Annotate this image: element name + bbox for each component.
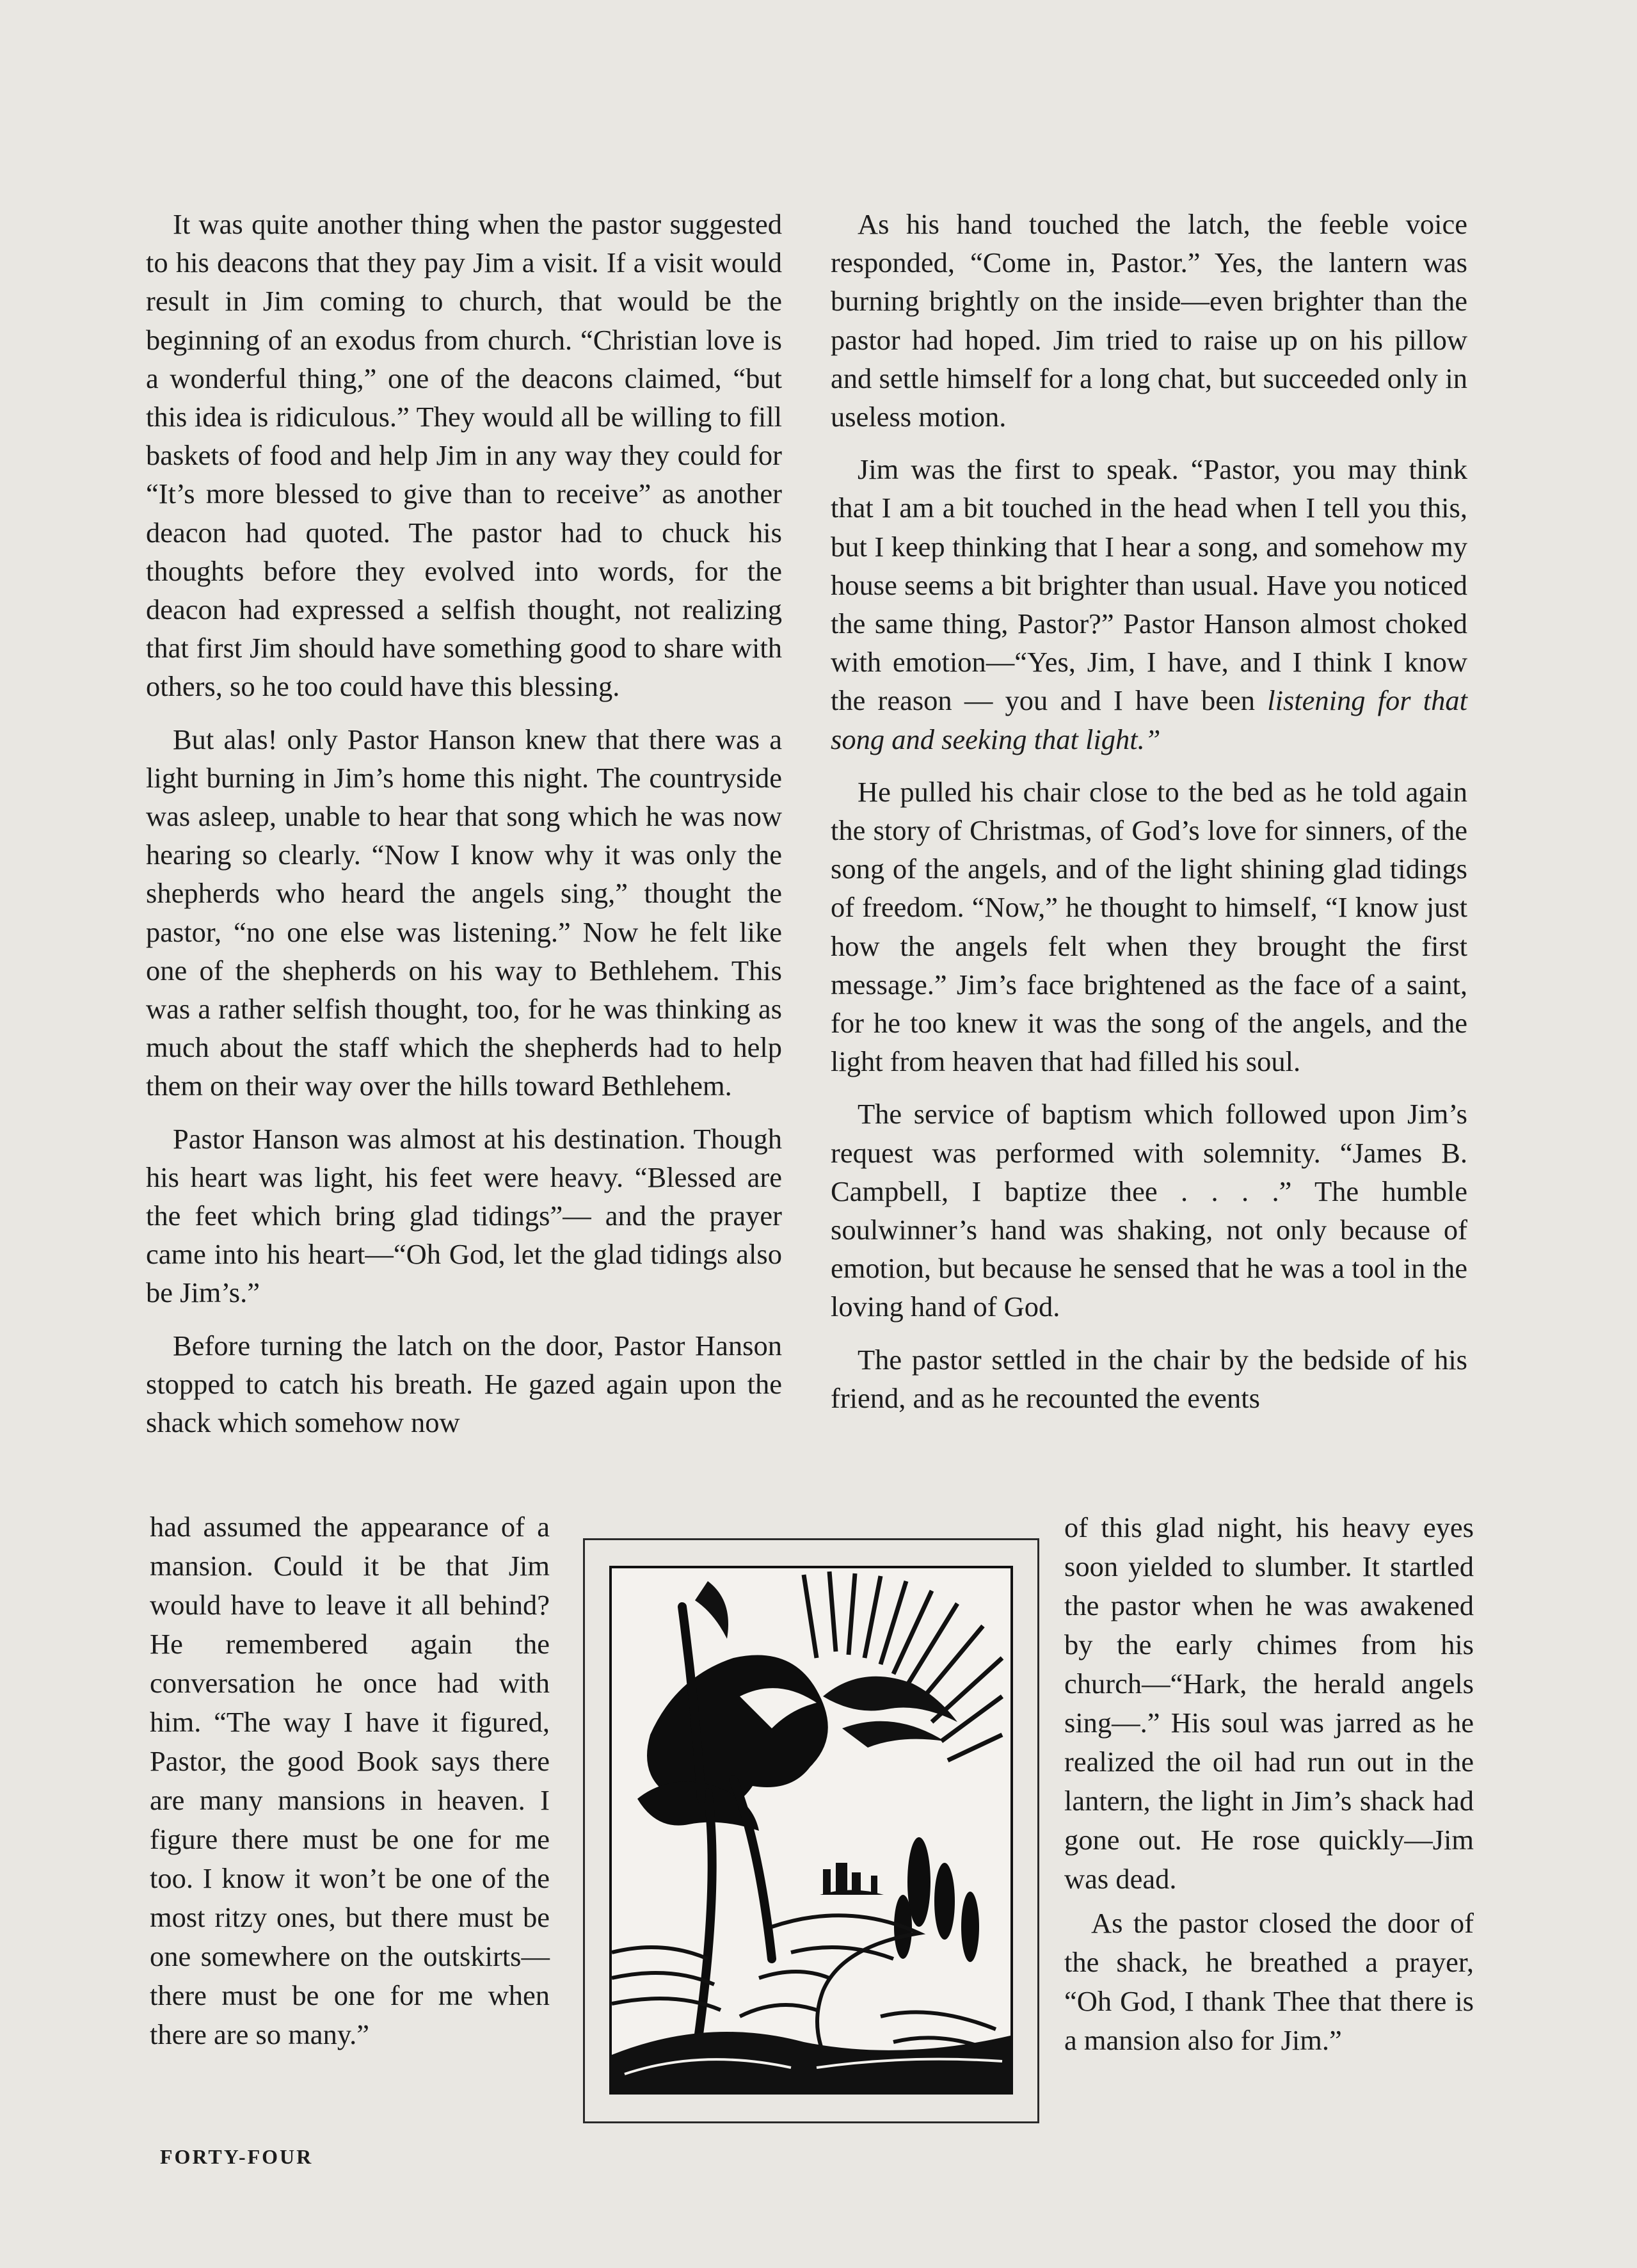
- paragraph-continued: had assumed the appearance of a mansion. Could it be that Jim would have to leave it all behind? He remembered again the conversation he once had with him. “The way I have it figured, Pastor, the good Book says there are many mansions in heaven. I figure there must be one for me too. I know it won’t be one of the most ritzy ones, but there must be one somewhere on the outskirts—there must be one for me when there are so many.”: [150, 1511, 550, 2050]
- paragraph: He pulled his chair close to the bed as he told again the story of Christmas, of God’s love for sinners, of the song of the angels, and of the light shining glad tidings of freedom. “Now,” he thought to himself, “I know just how the angels felt when they brought the first message.” Jim’s face brightened as the face of a saint, for he too knew it was the song of the angels, and the light from heaven that had filled his soul.: [831, 775, 1467, 1078]
- right-column: [831, 205, 1467, 1417]
- paragraph: As his hand touched the latch, the feeble voice responded, “Come in, Pastor.” Yes, the lantern was burning brightly on the inside—even brighter than the pastor had hoped. Jim tried to raise up on his pillow and settle himself for a long chat, but succeeded only in useless motion.: [831, 208, 1467, 433]
- paragraph: [831, 450, 1467, 759]
- left-wrap-text: [150, 1508, 550, 2054]
- paragraph: The service of baptism which followed upon Jim’s request was performed with solemnity. “James B. Campbell, I baptize thee . . . .” The humble soulwinner’s hand was shaking, not only because of emotion, but because he sensed that he was a tool in the loving hand of God.: [831, 1098, 1467, 1323]
- paragraph-text: Jim was the first to speak. “Pastor, you may think that I am a bit touched in the head when I tell you this, but I keep thinking that I hear a song, and somehow my house seems a bit brighter than usual. Have you noticed the same thing, Pastor?” Pastor Hanson almost choked with emotion—“Yes, Jim, I have, and I think I know the reason — you and I have been: [831, 453, 1467, 717]
- woodcut-landscape-icon: [609, 1566, 1013, 2095]
- paragraph: But alas! only Pastor Hanson knew that there was a light burning in Jim’s home this night. The countryside was asleep, unable to hear that song which he was now hearing so clearly. “Now I know why it was only the shepherds who heard the angels sing,” thought the pastor, “no one else was listening.” Now he felt like one of the shepherds on his way to Bethlehem. This was a rather selfish thought, too, for he was thinking as much about the staff which the shepherds had to help them on their way over the hills toward Bethlehem.: [146, 723, 782, 1102]
- right-wrap-text: [1064, 1508, 1474, 2065]
- paragraph: Before turning the latch on the door, Pastor Hanson stopped to catch his breath. He gazed again upon the shack which somehow now: [146, 1329, 782, 1439]
- page-folio: FORTY-FOUR: [160, 2145, 314, 2168]
- left-column: [146, 205, 782, 1442]
- paragraph: Pastor Hanson was almost at his destination. Though his heart was light, his feet were heavy. “Blessed are the feet which bring glad tidings”— and the prayer came into his heart—“Oh God, let the glad tidings also be Jim’s.”: [146, 1122, 782, 1309]
- paragraph: As the pastor closed the door of the shack, he breathed a prayer, “Oh God, I thank Thee that there is a mansion also for Jim.”: [1064, 1907, 1474, 2056]
- italic-phrase: listening for that song and seeking that light.”: [831, 684, 1467, 755]
- paragraph: The pastor settled in the chair by the bedside of his friend, and as he recounted the events: [831, 1343, 1467, 1414]
- illustration-frame: [583, 1538, 1039, 2123]
- paragraph-continued: of this glad night, his heavy eyes soon yielded to slumber. It startled the pastor when he was awakened by the early chimes from his church—“Hark, the herald angels sing—.” His soul was jarred as he realized the oil had run out in the lantern, the light in Jim’s shack had gone out. He rose quickly—Jim was dead.: [1064, 1511, 1474, 1895]
- paragraph: It was quite another thing when the pastor suggested to his deacons that they pay Jim a visit. If a visit would result in Jim coming to church, that would be the beginning of an exodus from church. “Christian love is a wonderful thing,” one of the deacons claimed, “but this idea is ridiculous.” They would all be willing to fill baskets of food and help Jim in any way they could for “It’s more blessed to give than to receive” as another deacon had quoted. The pastor had to chuck his thoughts before they evolved into words, for the deacon had expressed a selfish thought, not realizing that first Jim should have something good to share with others, so he too could have this blessing.: [146, 208, 782, 703]
